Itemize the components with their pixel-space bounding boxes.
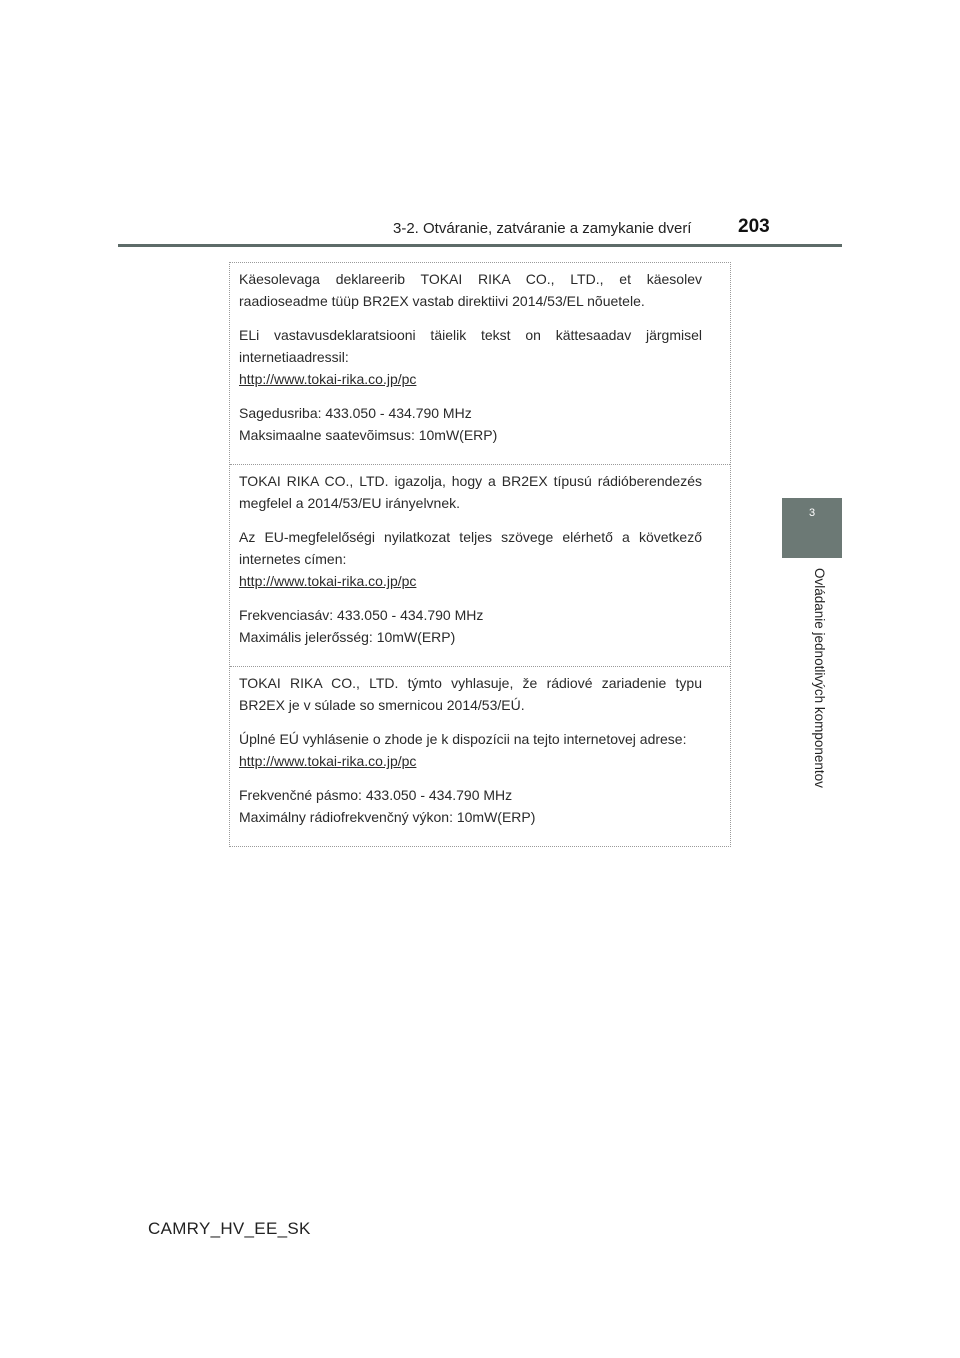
document-code: CAMRY_HV_EE_SK xyxy=(148,1219,311,1238)
max-power: Maksimaalne saatevõimsus: 10mW(ERP) xyxy=(239,427,498,443)
declaration-text: Käesolevaga deklareerib TOKAI RIKA CO., LTD., et käesolev raadioseadme tüüp BR2EX vastab direktiivi 2014/53/EL nõuetele. xyxy=(239,271,702,309)
header-rule xyxy=(118,244,842,247)
header-section-title: 3-2. Otváranie, zatváranie a zamykanie dverí xyxy=(393,220,692,237)
declaration-url-link[interactable]: http://www.tokai-rika.co.jp/pc xyxy=(239,573,417,589)
max-power: Maximális jelerősség: 10mW(ERP) xyxy=(239,629,456,645)
fulltext-note: ELi vastavusdeklaratsiooni täielik tekst on kättesaadav järgmisel internetiaadressil: xyxy=(239,327,702,365)
declaration-table xyxy=(229,262,731,847)
max-power: Maximálny rádiofrekvenčný výkon: 10mW(ERP) xyxy=(239,809,536,825)
declaration-text: TOKAI RIKA CO., LTD. igazolja, hogy a BR2EX típusú rádióberendezés megfelel a 2014/53/EU irányelvnek. xyxy=(239,473,702,511)
chapter-tab xyxy=(782,498,842,558)
chapter-number: 3 xyxy=(808,507,816,519)
declaration-block-estonian xyxy=(230,263,730,465)
frequency-band: Frekvenciasáv: 433.050 - 434.790 MHz xyxy=(239,607,484,623)
chapter-title-vertical: Ovládanie jednotlivých komponentov xyxy=(812,568,827,788)
declaration-text: TOKAI RIKA CO., LTD. týmto vyhlasuje, že rádiové zariadenie typu BR2EX je v súlade so smernicou 2014/53/EÚ. xyxy=(239,675,702,713)
declaration-block-hungarian xyxy=(230,465,730,667)
frequency-band: Frekvenčné pásmo: 433.050 - 434.790 MHz xyxy=(239,787,513,803)
declaration-block-slovak xyxy=(230,667,730,846)
fulltext-note: Úplné EÚ vyhlásenie o zhode je k dispozícii na tejto internetovej adrese: xyxy=(239,731,687,747)
fulltext-note: Az EU-megfelelőségi nyilatkozat teljes szövege elérhető a következő internetes címen: xyxy=(239,529,702,567)
page-number: 203 xyxy=(738,216,770,237)
frequency-band: Sagedusriba: 433.050 - 434.790 MHz xyxy=(239,405,472,421)
declaration-url-link[interactable]: http://www.tokai-rika.co.jp/pc xyxy=(239,753,417,769)
declaration-url-link[interactable]: http://www.tokai-rika.co.jp/pc xyxy=(239,371,417,387)
